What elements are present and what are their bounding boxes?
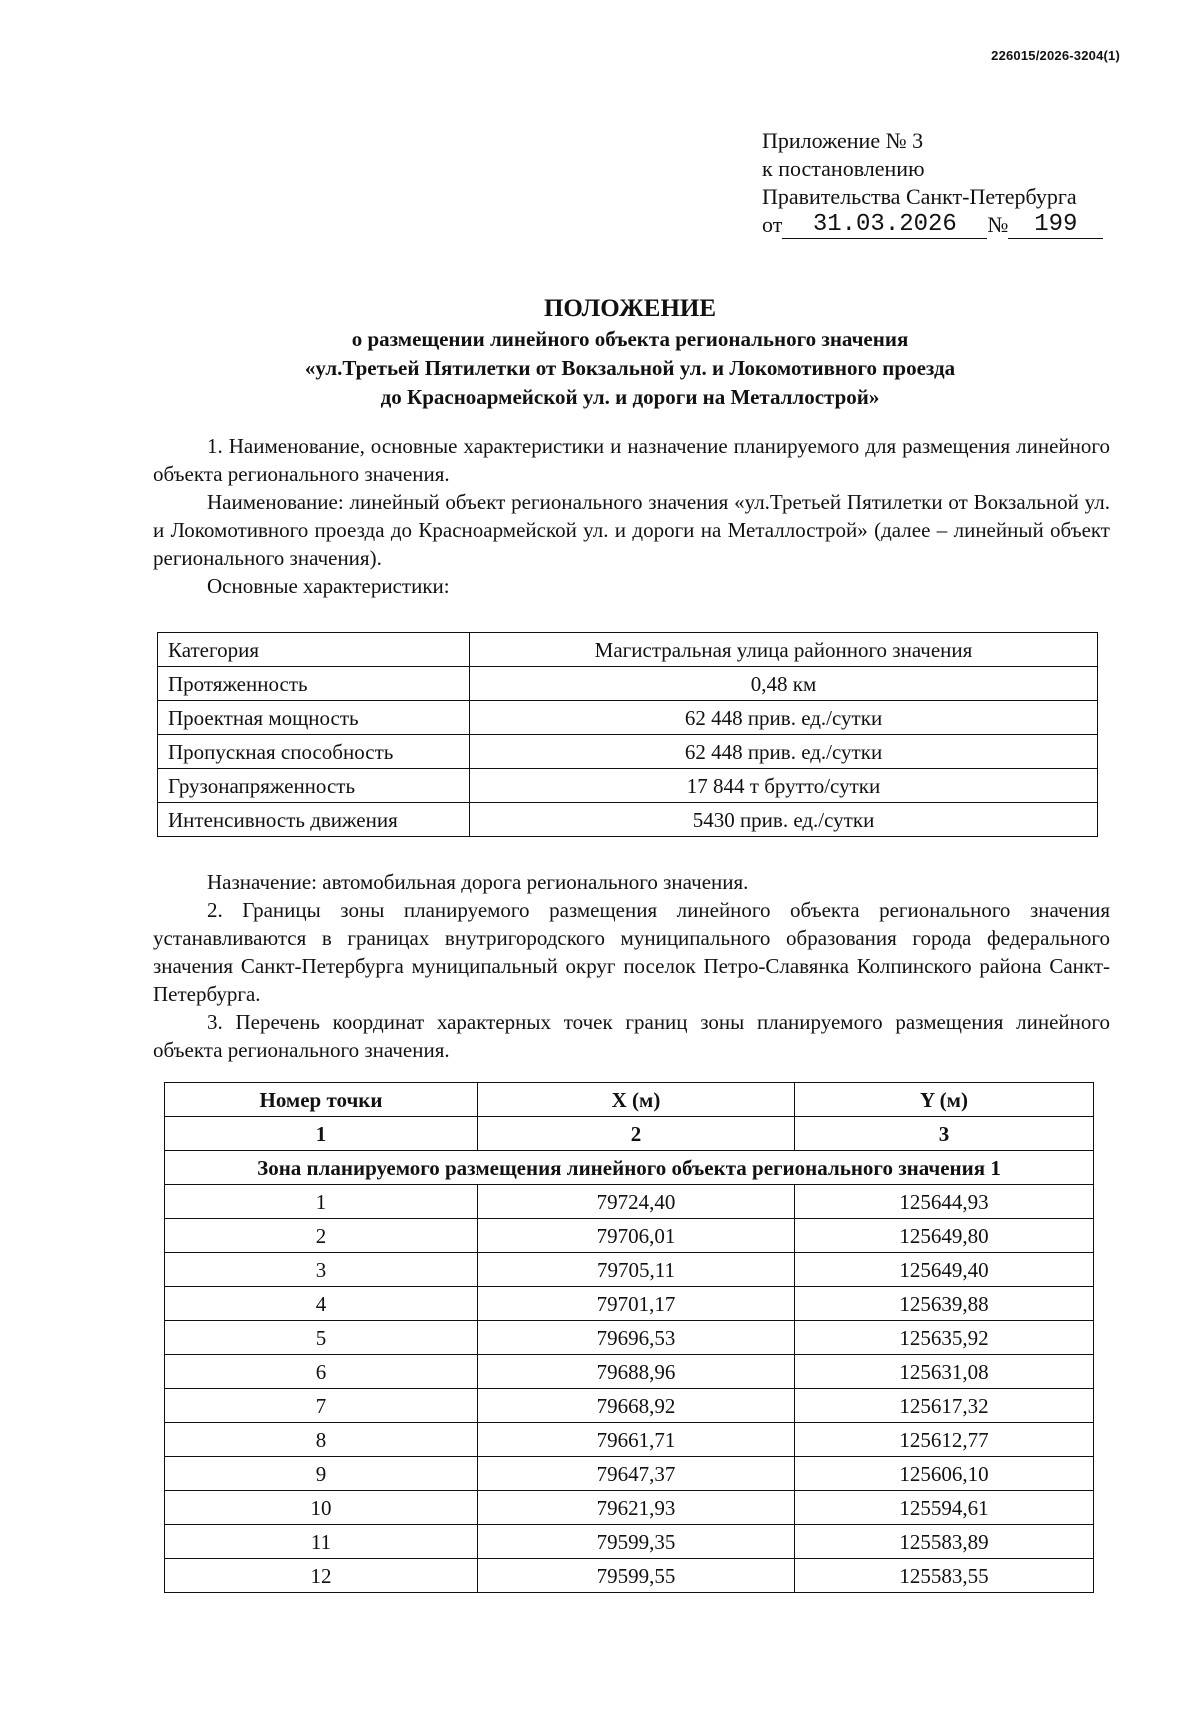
resolution-date: 31.03.2026 — [782, 212, 987, 239]
section-1-heading: 1. Наименование, основные характеристики и назначение планируемого для размещения линейного объекта регионального значения. — [153, 434, 1110, 486]
y-coordinate: 125612,77 — [795, 1423, 1094, 1457]
characteristic-row — [158, 735, 1098, 769]
point-number: 9 — [165, 1457, 478, 1491]
from-label: от — [762, 212, 783, 237]
point-number: 8 — [165, 1423, 478, 1457]
purpose-text: Назначение: автомобильная дорога регионального значения. — [207, 870, 749, 894]
characteristic-row — [158, 667, 1098, 701]
y-coordinate: 125594,61 — [795, 1491, 1094, 1525]
zone-title: Зона планируемого размещения линейного объекта регионального значения 1 — [165, 1151, 1094, 1185]
characteristic-value: 17 844 т брутто/сутки — [470, 769, 1098, 803]
section-2-boundaries: 2. Границы зоны планируемого размещения линейного объекта регионального значения устанавливаются в границах внутригородского муниципального образования города федерального значения Санкт-Петербурга муниципальный округ поселок Петро-Славянка Колпинского района Санкт-Петербурга. — [153, 898, 1110, 1006]
title-line-3: до Красноармейской ул. и дороги на Металлострой» — [380, 385, 880, 409]
point-number: 4 — [165, 1287, 478, 1321]
col-header-y: Y (м) — [795, 1083, 1094, 1117]
y-coordinate: 125583,89 — [795, 1525, 1094, 1559]
section-1-name: Наименование: линейный объект регионального значения «ул.Третьей Пятилетки от Вокзальной ул. и Локомотивного проезда до Красноармейской ул. и дороги на Металлострой» (далее – линейный объект регионального значения). — [153, 490, 1110, 570]
characteristic-value: 62 448 прив. ед./сутки — [470, 701, 1098, 735]
point-number: 5 — [165, 1321, 478, 1355]
characteristic-value: Магистральная улица районного значения — [470, 633, 1098, 667]
x-coordinate: 79621,93 — [478, 1491, 795, 1525]
coordinate-row — [165, 1185, 1094, 1219]
section-2 — [153, 868, 1110, 1064]
title-line-2: «ул.Третьей Пятилетки от Вокзальной ул. и Локомотивного проезда — [304, 356, 956, 380]
x-coordinate: 79599,55 — [478, 1559, 795, 1593]
y-coordinate: 125583,55 — [795, 1559, 1094, 1593]
y-coordinate: 125606,10 — [795, 1457, 1094, 1491]
x-coordinate: 79599,35 — [478, 1525, 795, 1559]
coord-header-row — [165, 1083, 1094, 1117]
col-header-x: X (м) — [478, 1083, 795, 1117]
appendix-to-resolution: к постановлению — [762, 156, 925, 181]
coordinate-row — [165, 1287, 1094, 1321]
coordinate-row — [165, 1559, 1094, 1593]
point-number: 10 — [165, 1491, 478, 1525]
section-3-coordinates-intro: 3. Перечень координат характерных точек границ зоны планируемого размещения линейного объекта регионального значения. — [153, 1010, 1110, 1062]
coordinate-row — [165, 1321, 1094, 1355]
col-number-3: 3 — [795, 1117, 1094, 1151]
characteristic-row — [158, 769, 1098, 803]
number-label: № — [987, 212, 1009, 237]
x-coordinate: 79668,92 — [478, 1389, 795, 1423]
y-coordinate: 125639,88 — [795, 1287, 1094, 1321]
characteristic-row — [158, 701, 1098, 735]
point-number: 6 — [165, 1355, 478, 1389]
characteristic-label: Пропускная способность — [158, 735, 470, 769]
col-number-2: 2 — [478, 1117, 795, 1151]
coordinate-row — [165, 1491, 1094, 1525]
coordinate-row — [165, 1525, 1094, 1559]
coordinate-row — [165, 1355, 1094, 1389]
point-number: 7 — [165, 1389, 478, 1423]
characteristic-label: Проектная мощность — [158, 701, 470, 735]
appendix-date-line — [762, 211, 1103, 239]
document-title — [150, 293, 1110, 412]
characteristic-value: 5430 прив. ед./сутки — [470, 803, 1098, 837]
x-coordinate: 79696,53 — [478, 1321, 795, 1355]
col-number-1: 1 — [165, 1117, 478, 1151]
point-number: 1 — [165, 1185, 478, 1219]
appendix-government: Правительства Санкт-Петербурга — [762, 184, 1077, 209]
coordinates-table — [164, 1082, 1094, 1593]
document-code: 226015/2026-3204(1) — [991, 48, 1120, 63]
x-coordinate: 79701,17 — [478, 1287, 795, 1321]
appendix-number: Приложение № 3 — [762, 128, 924, 153]
col-header-point: Номер точки — [165, 1083, 478, 1117]
x-coordinate: 79647,37 — [478, 1457, 795, 1491]
point-number: 11 — [165, 1525, 478, 1559]
characteristics-table — [157, 632, 1098, 837]
zone-title-row — [165, 1151, 1094, 1185]
characteristic-label: Грузонапряженность — [158, 769, 470, 803]
characteristic-label: Протяженность — [158, 667, 470, 701]
characteristic-row — [158, 633, 1098, 667]
section-1 — [153, 432, 1110, 600]
coordinate-row — [165, 1457, 1094, 1491]
section-1-characteristics-label: Основные характеристики: — [207, 574, 450, 598]
y-coordinate: 125649,40 — [795, 1253, 1094, 1287]
characteristic-value: 62 448 прив. ед./сутки — [470, 735, 1098, 769]
y-coordinate: 125617,32 — [795, 1389, 1094, 1423]
characteristic-value: 0,48 км — [470, 667, 1098, 701]
title-main: ПОЛОЖЕНИЕ — [543, 295, 717, 322]
title-line-1: о размещении линейного объекта регионального значения — [351, 327, 909, 351]
x-coordinate: 79724,40 — [478, 1185, 795, 1219]
resolution-number: 199 — [1008, 212, 1103, 239]
point-number: 12 — [165, 1559, 478, 1593]
y-coordinate: 125644,93 — [795, 1185, 1094, 1219]
y-coordinate: 125649,80 — [795, 1219, 1094, 1253]
coordinate-row — [165, 1219, 1094, 1253]
coordinate-row — [165, 1253, 1094, 1287]
coordinate-row — [165, 1423, 1094, 1457]
coordinate-row — [165, 1389, 1094, 1423]
x-coordinate: 79706,01 — [478, 1219, 795, 1253]
x-coordinate: 79705,11 — [478, 1253, 795, 1287]
coord-colnum-row — [165, 1117, 1094, 1151]
x-coordinate: 79661,71 — [478, 1423, 795, 1457]
appendix-header — [762, 127, 1103, 239]
characteristic-label: Интенсивность движения — [158, 803, 470, 837]
y-coordinate: 125631,08 — [795, 1355, 1094, 1389]
y-coordinate: 125635,92 — [795, 1321, 1094, 1355]
point-number: 2 — [165, 1219, 478, 1253]
x-coordinate: 79688,96 — [478, 1355, 795, 1389]
characteristic-label: Категория — [158, 633, 470, 667]
point-number: 3 — [165, 1253, 478, 1287]
characteristic-row — [158, 803, 1098, 837]
